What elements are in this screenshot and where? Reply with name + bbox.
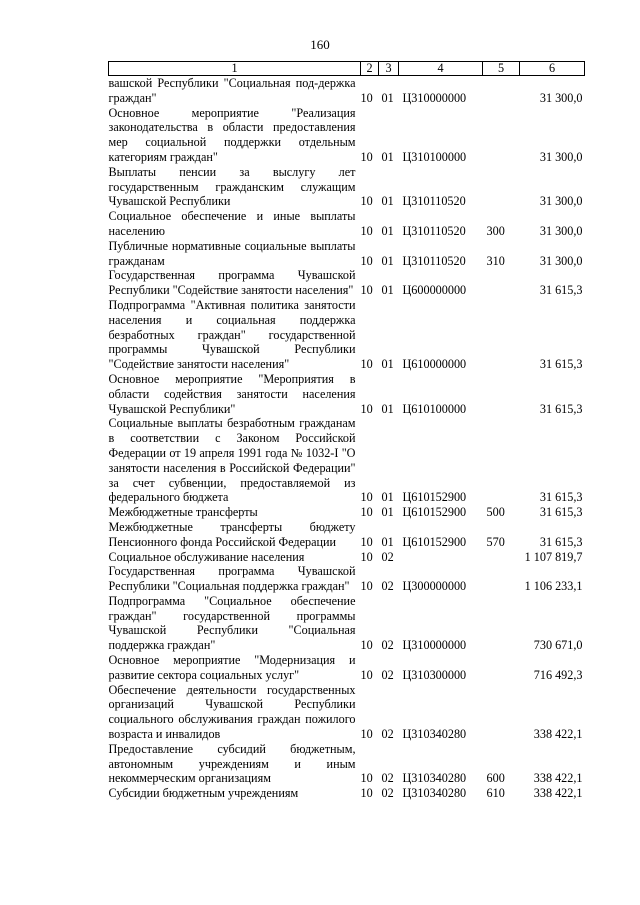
row-amount: 730 671,0 xyxy=(533,638,583,653)
row-name: вашской Республики "Социальная под-держка граждан" xyxy=(108,76,356,105)
row-amount: 338 422,1 xyxy=(533,727,583,742)
table-row xyxy=(109,564,585,594)
table-row xyxy=(109,653,585,683)
row-amount: 338 422,1 xyxy=(533,771,583,786)
row-subsection: 01 xyxy=(381,534,394,549)
table-row xyxy=(109,298,585,372)
row-expense-type xyxy=(483,550,520,565)
table-row xyxy=(109,76,585,106)
row-subsection: 01 xyxy=(381,253,394,268)
row-name: Обеспечение деятельности государственных организаций Чувашской Республики социального обслуживания граждан пожилого возраста и инвалидов xyxy=(108,682,356,742)
row-section: 10 xyxy=(360,357,373,372)
row-amount: 31 615,3 xyxy=(539,505,583,520)
row-name: Субсидии бюджетным учреждениям xyxy=(108,786,299,801)
row-expense-type xyxy=(483,683,520,742)
row-section: 10 xyxy=(360,579,373,594)
table-row xyxy=(109,165,585,209)
row-expense-type xyxy=(483,76,520,106)
row-target-code: Ц310340280 xyxy=(402,771,467,786)
row-target-code: Ц610152900 xyxy=(402,505,467,520)
page-number: 160 xyxy=(310,37,330,52)
row-name: Социальное обслуживание населения xyxy=(108,549,305,564)
row-name: Государственная программа Чувашской Республики "Содействие занятости населения" xyxy=(108,268,356,298)
row-subsection: 02 xyxy=(381,638,394,653)
table-row xyxy=(109,786,585,801)
row-subsection: 02 xyxy=(381,786,394,801)
row-amount: 31 300,0 xyxy=(539,223,583,238)
row-expense-type xyxy=(483,298,520,372)
row-target-code: Ц310110520 xyxy=(402,223,466,238)
row-expense-type xyxy=(483,564,520,594)
row-name: Межбюджетные трансферты xyxy=(108,505,258,520)
row-section: 10 xyxy=(360,253,373,268)
row-expense-type xyxy=(483,416,520,505)
row-target-code: Ц600000000 xyxy=(402,283,467,298)
row-target-code: Ц310000000 xyxy=(402,90,467,105)
row-subsection: 02 xyxy=(381,579,394,594)
row-target-code xyxy=(399,550,483,565)
row-amount: 31 300,0 xyxy=(539,149,583,164)
budget-table xyxy=(108,61,585,801)
row-amount: 31 615,3 xyxy=(539,490,583,505)
row-amount: 1 107 819,7 xyxy=(524,549,583,564)
row-amount: 716 492,3 xyxy=(533,667,583,682)
table-body xyxy=(109,76,585,802)
row-expense-type: 500 xyxy=(486,505,505,520)
header-col-6: 6 xyxy=(520,62,585,76)
table-row xyxy=(109,505,585,520)
row-subsection: 01 xyxy=(381,357,394,372)
row-target-code: Ц310110520 xyxy=(402,194,466,209)
row-target-code: Ц310100000 xyxy=(402,149,467,164)
table-row xyxy=(109,594,585,653)
row-section: 10 xyxy=(360,194,373,209)
table-row xyxy=(109,550,585,565)
row-name: Основное мероприятие "Мероприятия в области содействия занятости населения Чувашской Республики" xyxy=(108,371,356,416)
row-amount: 31 615,3 xyxy=(539,283,583,298)
row-target-code: Ц610152900 xyxy=(402,490,467,505)
row-section: 10 xyxy=(360,401,373,416)
row-target-code: Ц610152900 xyxy=(402,534,467,549)
table-header-row xyxy=(109,62,585,76)
row-section: 10 xyxy=(360,149,373,164)
row-target-code: Ц310340280 xyxy=(402,727,467,742)
header-col-4: 4 xyxy=(399,62,483,76)
row-subsection: 01 xyxy=(381,223,394,238)
row-section: 10 xyxy=(360,283,373,298)
row-expense-type: 610 xyxy=(486,786,505,801)
row-amount: 31 615,3 xyxy=(539,401,583,416)
table-row xyxy=(109,209,585,239)
row-subsection: 02 xyxy=(381,549,394,564)
table-row xyxy=(109,239,585,269)
row-expense-type: 310 xyxy=(486,253,505,268)
row-section: 10 xyxy=(360,786,373,801)
row-amount: 338 422,1 xyxy=(533,786,583,801)
table-row xyxy=(109,372,585,416)
row-subsection: 02 xyxy=(381,727,394,742)
row-subsection: 01 xyxy=(381,149,394,164)
row-subsection: 02 xyxy=(381,667,394,682)
row-expense-type xyxy=(483,653,520,683)
row-name: Подпрограмма "Социальное обеспечение граждан" государственной программы Чувашской Республики "Социальная поддержка граждан" xyxy=(108,593,356,653)
row-target-code: Ц310300000 xyxy=(402,667,467,682)
row-expense-type xyxy=(483,594,520,653)
row-amount: 31 615,3 xyxy=(539,534,583,549)
row-amount: 31 300,0 xyxy=(539,194,583,209)
row-name: Предоставление субсидий бюджетным, автономным учреждениям и иным некоммерческим организациям xyxy=(108,741,356,786)
row-subsection: 02 xyxy=(381,771,394,786)
header-col-3: 3 xyxy=(379,62,399,76)
row-expense-type: 300 xyxy=(486,223,505,238)
row-target-code: Ц300000000 xyxy=(402,579,467,594)
row-name: Подпрограмма "Активная политика занятости населения и социальная поддержка безработных граждан" государственной программы Чувашской Республики "Содействие занятости населения" xyxy=(108,297,356,372)
row-name: Государственная программа Чувашской Республики "Социальная поддержка граждан" xyxy=(108,564,356,594)
row-name: Социальное обеспечение и иные выплаты населению xyxy=(108,209,356,238)
row-section: 10 xyxy=(360,667,373,682)
row-amount: 31 300,0 xyxy=(539,253,583,268)
table-row xyxy=(109,106,585,165)
row-subsection: 01 xyxy=(381,505,394,520)
row-section: 10 xyxy=(360,223,373,238)
row-name: Публичные нормативные социальные выплаты гражданам xyxy=(108,238,356,268)
row-subsection: 01 xyxy=(381,401,394,416)
row-section: 10 xyxy=(360,549,373,564)
row-expense-type xyxy=(483,106,520,165)
row-target-code: Ц310340280 xyxy=(402,786,467,801)
row-section: 10 xyxy=(360,505,373,520)
row-section: 10 xyxy=(360,90,373,105)
row-section: 10 xyxy=(360,771,373,786)
row-section: 10 xyxy=(360,534,373,549)
row-section: 10 xyxy=(360,490,373,505)
table-row xyxy=(109,520,585,550)
table-row xyxy=(109,416,585,505)
row-name: Социальные выплаты безработным гражданам в соответствии с Законом Российской Федерации от 19 апреля 1991 года № 1032-I "О занятости населения в Российской Федерации" за счет субвенции, предоставляемой из федерального бюджета xyxy=(108,416,356,505)
header-col-2: 2 xyxy=(361,62,379,76)
row-subsection: 01 xyxy=(381,194,394,209)
row-expense-type xyxy=(483,268,520,298)
row-target-code: Ц310110520 xyxy=(402,253,466,268)
row-expense-type: 600 xyxy=(486,771,505,786)
header-col-1: 1 xyxy=(109,62,361,76)
table-row xyxy=(109,268,585,298)
row-target-code: Ц610000000 xyxy=(402,357,467,372)
row-target-code: Ц610100000 xyxy=(402,401,467,416)
row-subsection: 01 xyxy=(381,283,394,298)
header-col-5: 5 xyxy=(483,62,520,76)
row-expense-type: 570 xyxy=(486,534,505,549)
row-amount: 31 615,3 xyxy=(539,357,583,372)
row-name: Основное мероприятие "Модернизация и развитие сектора социальных услуг" xyxy=(108,653,356,682)
table-row xyxy=(109,742,585,786)
row-amount: 31 300,0 xyxy=(539,90,583,105)
row-expense-type xyxy=(483,165,520,209)
table-row xyxy=(109,683,585,742)
row-section: 10 xyxy=(360,638,373,653)
row-name: Выплаты пенсии за выслугу лет государственным гражданским служащим Чувашской Республики xyxy=(108,164,356,209)
row-target-code: Ц310000000 xyxy=(402,638,467,653)
row-expense-type xyxy=(483,372,520,416)
row-section: 10 xyxy=(360,727,373,742)
row-name: Межбюджетные трансферты бюджету Пенсионного фонда Российской Федерации xyxy=(108,519,356,549)
row-amount: 1 106 233,1 xyxy=(524,579,583,594)
row-name: Основное мероприятие "Реализация законодательства в области предоставления мер социальной поддержки отдельным категориям граждан" xyxy=(108,105,356,164)
row-subsection: 01 xyxy=(381,90,394,105)
row-subsection: 01 xyxy=(381,490,394,505)
